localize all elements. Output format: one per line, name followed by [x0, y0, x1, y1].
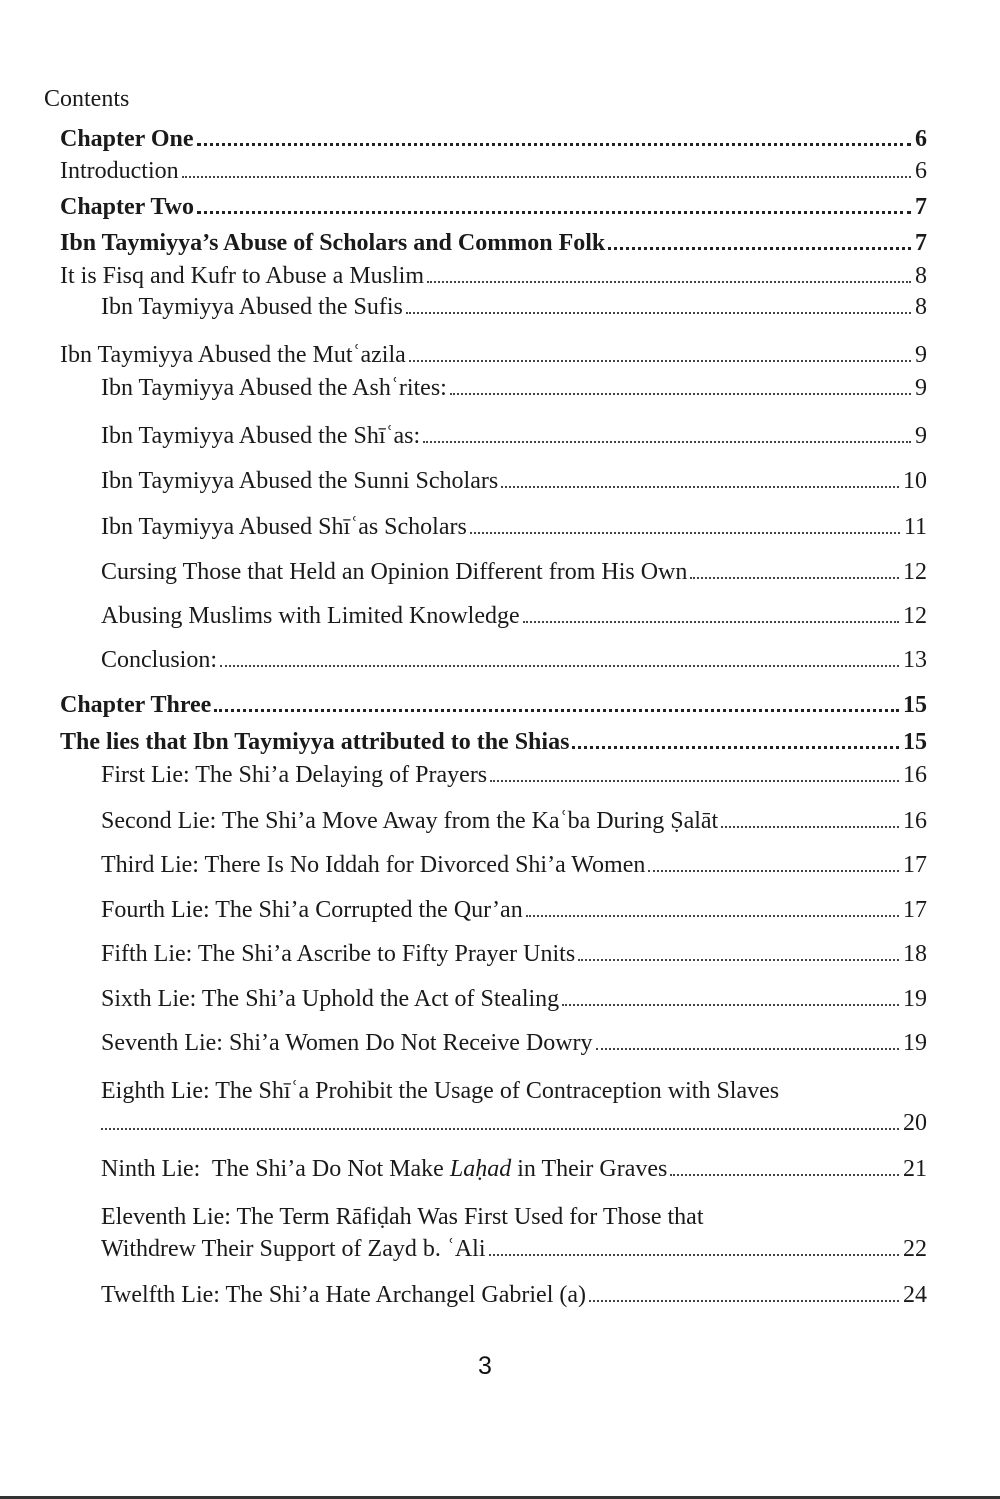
toc-entry-abused-shia-scholars[interactable] — [101, 512, 927, 542]
toc-entry-abused-mutazila[interactable] — [60, 340, 927, 370]
toc-entry-title-before: Ninth Lie: The Shi’a Do Not Make — [101, 1156, 450, 1182]
toc-entry-title: Ibn Taymiyya Abused the Sunni Scholars — [101, 468, 499, 494]
dot-leader — [489, 1254, 899, 1256]
dot-leader — [101, 1128, 899, 1130]
toc-entry-abuse-of-scholars[interactable] — [60, 228, 927, 258]
toc-entry-second-lie[interactable] — [101, 806, 927, 836]
toc-entry-abused-ashrites[interactable] — [101, 373, 927, 403]
toc-entry-title: Ibn Taymiyya Abused the Ashʿrites: — [101, 375, 447, 401]
toc-entry-page: 9 — [915, 423, 927, 449]
toc-entry-title-after: in Their Graves — [511, 1156, 668, 1182]
toc-entry-page: 22 — [903, 1236, 927, 1262]
toc-entry-seventh-lie[interactable] — [101, 1028, 927, 1058]
toc-entry-page: 9 — [915, 375, 927, 401]
toc-entry-abusing-muslims[interactable] — [101, 601, 927, 631]
toc-entry-title: It is Fisq and Kufr to Abuse a Muslim — [60, 263, 424, 289]
toc-entry-page: 15 — [903, 729, 927, 755]
toc-entry-page: 19 — [903, 986, 927, 1012]
toc-entry-chapter-three[interactable] — [60, 690, 927, 720]
toc-entry-sixth-lie[interactable] — [101, 984, 927, 1014]
toc-entry-page: 7 — [915, 230, 927, 256]
toc-entry-page: 18 — [903, 941, 927, 967]
toc-entry-page: 9 — [915, 342, 927, 368]
dot-leader — [470, 532, 900, 534]
toc-entry-title: Introduction — [60, 158, 179, 184]
toc-entry-page: 8 — [915, 263, 927, 289]
dot-leader — [690, 577, 899, 579]
toc-entry-title: Second Lie: The Shi’a Move Away from the Kaʿba During Ṣalāt — [101, 808, 719, 834]
toc-entry-title — [101, 1154, 667, 1184]
toc-entry-fifth-lie[interactable] — [101, 939, 927, 969]
toc-entry-title: Fourth Lie: The Shi’a Corrupted the Qur’an — [101, 897, 523, 923]
toc-entry-page: 6 — [915, 126, 927, 152]
toc-entry-page: 16 — [903, 762, 927, 788]
toc-entry-third-lie[interactable] — [101, 850, 927, 880]
toc-entry-page: 6 — [915, 158, 927, 184]
toc-entry-abused-sufis[interactable] — [101, 292, 927, 322]
dot-leader — [490, 780, 899, 782]
dot-leader — [526, 915, 899, 917]
dot-leader — [572, 746, 899, 749]
toc-entry-page: 10 — [903, 468, 927, 494]
toc-entry-twelfth-lie[interactable] — [101, 1280, 927, 1310]
dot-leader — [589, 1300, 899, 1302]
toc-entry-title: Chapter One — [60, 126, 194, 152]
toc-entry-page: 19 — [903, 1030, 927, 1056]
toc-entry-conclusion[interactable] — [101, 645, 927, 675]
dot-leader — [721, 826, 899, 828]
toc-entry-title: Eighth Lie: The Shīʿa Prohibit the Usage of Contraception with Slaves — [101, 1078, 780, 1104]
toc-entry-page: 13 — [903, 647, 927, 673]
toc-entry-introduction[interactable] — [60, 156, 927, 186]
toc-entry-fourth-lie[interactable] — [101, 895, 927, 925]
toc-entry-leader-line — [101, 1234, 927, 1264]
toc-entry-title: Cursing Those that Held an Opinion Different from His Own — [101, 559, 688, 585]
toc-entry-chapter-two[interactable] — [60, 192, 927, 222]
dot-leader — [450, 393, 911, 395]
dot-leader — [578, 959, 899, 961]
toc-entry-title: Seventh Lie: Shi’a Women Do Not Receive Dowry — [101, 1030, 593, 1056]
dot-leader — [501, 486, 899, 488]
dot-leader — [197, 143, 911, 146]
toc-entry-abused-sunni-scholars[interactable] — [101, 466, 927, 496]
toc-entry-title-line2: Withdrew Their Support of Zayd b. ʿAli — [101, 1236, 486, 1262]
dot-leader — [406, 312, 911, 314]
toc-entry-title: Chapter Three — [60, 692, 212, 718]
dot-leader — [220, 665, 899, 667]
dot-leader — [214, 709, 899, 712]
toc-entry-title: The lies that Ibn Taymiyya attributed to the Shias — [60, 729, 570, 755]
page-number: 3 — [478, 1352, 492, 1380]
toc-entry-page: 15 — [903, 692, 927, 718]
toc-entry-title-emphasis: Laḥad — [449, 1156, 512, 1182]
toc-entry-eighth-lie[interactable] — [101, 1076, 927, 1138]
dot-leader — [608, 247, 911, 250]
toc-entry-page: 12 — [903, 603, 927, 629]
dot-leader — [523, 621, 899, 623]
toc-entry-page: 24 — [903, 1282, 927, 1308]
toc-entry-chapter-one[interactable] — [60, 124, 927, 154]
toc-entry-page: 8 — [915, 294, 927, 320]
dot-leader — [648, 870, 899, 872]
toc-entry-page: 17 — [903, 897, 927, 923]
toc-entry-title: Ibn Taymiyya Abused the Sufis — [101, 294, 403, 320]
dot-leader — [197, 211, 911, 214]
toc-entry-title: Fifth Lie: The Shi’a Ascribe to Fifty Prayer Units — [101, 941, 576, 967]
toc-entry-page: 7 — [915, 194, 927, 220]
dot-leader — [409, 360, 911, 362]
toc-entry-title-line1: Eleventh Lie: The Term Rāfiḍah Was First Used for Those that — [101, 1204, 704, 1230]
toc-entry-lies-attributed[interactable] — [60, 727, 927, 757]
contents-heading: Contents — [44, 86, 130, 112]
toc-entry-title: Abusing Muslims with Limited Knowledge — [101, 603, 520, 629]
toc-entry-page: 16 — [903, 808, 927, 834]
dot-leader — [670, 1174, 899, 1176]
toc-entry-cursing-those[interactable] — [101, 557, 927, 587]
toc-entry-abused-shias[interactable] — [101, 421, 927, 451]
toc-entry-first-lie[interactable] — [101, 760, 927, 790]
dot-leader — [182, 176, 911, 178]
toc-entry-page: 12 — [903, 559, 927, 585]
toc-entry-ninth-lie[interactable] — [101, 1154, 927, 1184]
toc-entry-page: 20 — [903, 1110, 927, 1136]
toc-entry-title: Sixth Lie: The Shi’a Uphold the Act of Stealing — [101, 986, 560, 1012]
toc-entry-title: Ibn Taymiyya Abused the Shīʿas: — [101, 423, 421, 449]
dot-leader — [427, 281, 911, 283]
toc-entry-title: First Lie: The Shi’a Delaying of Prayers — [101, 762, 488, 788]
toc-entry-page: 17 — [903, 852, 927, 878]
toc-entry-fisq-and-kufr[interactable] — [60, 261, 927, 291]
toc-entry-leader-line — [101, 1108, 927, 1138]
dot-leader — [562, 1004, 899, 1006]
toc-entry-title: Chapter Two — [60, 194, 195, 220]
toc-entry-title: Ibn Taymiyya Abused the Mutʿazila — [60, 342, 406, 368]
toc-entry-title: Third Lie: There Is No Iddah for Divorced Shi’a Women — [101, 852, 646, 878]
toc-entry-page: 21 — [903, 1156, 927, 1182]
toc-entry-title: Conclusion: — [101, 647, 218, 673]
dot-leader — [423, 441, 911, 443]
toc-entry-title: Ibn Taymiyya’s Abuse of Scholars and Common Folk — [60, 230, 606, 256]
toc-entry-title: Twelfth Lie: The Shi’a Hate Archangel Gabriel (a) — [101, 1282, 587, 1308]
toc-entry-page: 11 — [903, 514, 927, 540]
toc-entry-eleventh-lie[interactable] — [101, 1202, 927, 1264]
toc-entry-title: Ibn Taymiyya Abused Shīʿas Scholars — [101, 514, 467, 540]
dot-leader — [596, 1048, 899, 1050]
